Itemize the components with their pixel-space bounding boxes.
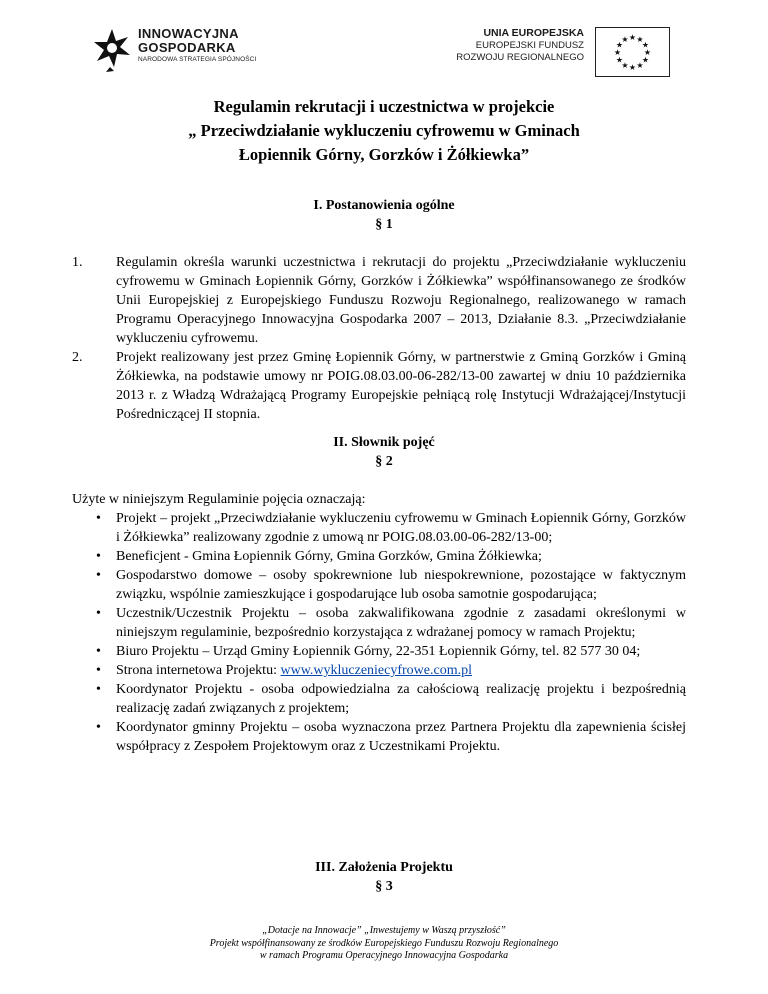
definition-text: Koordynator Projektu - osoba odpowiedzialna za całościową realizację projektu i bezpośrednią realizację zadań związanych z projektem; <box>116 682 686 716</box>
document-title <box>100 95 668 167</box>
bullet-icon: • <box>96 568 101 583</box>
bullet-icon: • <box>96 720 101 735</box>
definition-text: Uczestnik/Uczestnik Projektu – osoba zakwalifikowana zgodnie z zasadami określonymi w niniejszym regulaminie, bezpośrednio korzystająca z wdrażanej pomocy w ramach Projektu; <box>116 606 686 640</box>
definition-text: Strona internetowa Projektu: <box>116 663 281 678</box>
section1-body <box>72 253 686 424</box>
eu-star-icon: ★ <box>621 61 629 70</box>
footer-line1: „Dotacje na Innowacje” „Inwestujemy w Waszą przyszłość” <box>262 925 506 936</box>
item-text: Projekt realizowany jest przez Gminę Łopiennik Górny, w partnerstwie z Gminą Gorzków i Gminą Żółkiewka, na podstawie umowy nr POIG.08.03.00-06-282/13-00 zawartej w dniu 10 października 2013 r. z Władzą Wdrażającą Programy Europejskie pełniącą rolę Instytucji Wdrażającej/Instytucji Pośredniczącej II stopnia. <box>116 350 686 422</box>
section2-heading <box>100 433 668 471</box>
bullet-icon: • <box>96 549 101 564</box>
definition-item <box>72 642 686 661</box>
footer-line2: Projekt współfinansowany ze środków Europejskiego Funduszu Rozwoju Regionalnego <box>209 937 559 949</box>
section2-intro: Użyte w niniejszym Regulaminie pojęcia oznaczają: <box>72 492 366 507</box>
title-line2: „ Przeciwdziałanie wykluczeniu cyfrowemu w Gminach <box>188 121 580 140</box>
definition-text: Gospodarstwo domowe – osoby spokrewnione lub niespokrewnione, pozostające w faktycznym związku, wspólnie zamieszkujące i gospodarujące lub osoba samotnie gospodarująca; <box>116 568 686 602</box>
ig-logo-line3: NARODOWA STRATEGIA SPÓJNOŚCI <box>138 56 257 63</box>
section3-paragraph-mark: § 3 <box>375 879 393 894</box>
section3-heading <box>100 858 668 896</box>
definition-item <box>72 509 686 547</box>
page-footer <box>100 925 668 963</box>
eu-star-icon: ★ <box>628 63 637 72</box>
ig-emblem-icon <box>92 27 132 73</box>
title-line1: Regulamin rekrutacji i uczestnictwa w projekcie <box>213 97 555 116</box>
definition-text: Beneficjent - Gmina Łopiennik Górny, Gmina Gorzków, Gmina Żółkiewka; <box>116 549 542 564</box>
section1-title: I. Postanowienia ogólne <box>313 198 455 213</box>
eu-logo-line3: ROZWOJU REGIONALNEGO <box>456 52 584 63</box>
bullet-icon: • <box>96 663 101 678</box>
eu-star-icon: ★ <box>641 55 650 65</box>
eu-flag-icon <box>595 27 670 77</box>
eu-star-icon: ★ <box>643 48 652 57</box>
eu-logo-line2: EUROPEJSKI FUNDUSZ <box>475 40 584 51</box>
eu-star-icon: ★ <box>613 48 622 57</box>
section2-body <box>72 490 686 756</box>
innowacyjna-gospodarka-logo <box>92 27 282 75</box>
bullet-icon: • <box>96 644 101 659</box>
eu-star-icon: ★ <box>621 35 629 44</box>
section1-item <box>72 253 686 348</box>
bullet-icon: • <box>96 511 101 526</box>
eu-logo-line1: UNIA EUROPEJSKA <box>483 27 584 39</box>
section1-item <box>72 348 686 424</box>
definition-item <box>72 604 686 642</box>
ig-logo-line1: INNOWACYJNA <box>138 26 239 41</box>
item-number: 1. <box>72 255 83 270</box>
definition-text: Biuro Projektu – Urząd Gminy Łopiennik Górny, 22-351 Łopiennik Górny, tel. 82 577 30 04; <box>116 644 641 659</box>
item-number: 2. <box>72 350 83 365</box>
definition-text: Projekt – projekt „Przeciwdziałanie wykluczeniu cyfrowemu w Gminach Łopiennik Górny, Gorzków i Żółkiewka” realizowany zgodnie z umową nr POIG.08.03.00-06-282/13-00; <box>116 511 686 545</box>
bullet-icon: • <box>96 606 101 621</box>
eu-star-icon: ★ <box>615 55 624 65</box>
item-text: Regulamin określa warunki uczestnictwa i rekrutacji do projektu „Przeciwdziałanie wykluczeniu cyfrowemu w Gminach Łopiennik Górny, Gorzków i Żółkiewka” współfinansowanego ze środków Unii Europejskiej z Europejskiego Funduszu Rozwoju Regionalnego, realizowanego w ramach Programu Operacyjnego Innowacyjna Gospodarka 2007 – 2013, Działanie 8.3. „Przeciwdziałanie wykluczeniu cyfrowemu. <box>116 255 686 346</box>
eu-star-icon: ★ <box>615 40 624 50</box>
footer-line3: w ramach Programu Operacyjnego Innowacyjna Gospodarka <box>259 950 509 961</box>
bullet-icon: • <box>96 682 101 697</box>
definition-item <box>72 680 686 718</box>
definition-item <box>72 566 686 604</box>
project-website-link[interactable]: www.wykluczeniecyfrowe.com.pl <box>280 663 472 678</box>
definition-text: Koordynator gminny Projektu – osoba wyznaczona przez Partnera Projektu dla zapewnienia ścisłej współpracy z Zespołem Projektowym oraz z Uczestnikami Projektu. <box>116 720 686 754</box>
definition-item <box>72 547 686 566</box>
eu-star-icon: ★ <box>636 35 644 44</box>
section2-paragraph-mark: § 2 <box>375 454 393 469</box>
section2-title: II. Słownik pojęć <box>333 435 435 450</box>
section1-heading <box>100 196 668 234</box>
eu-logo <box>456 27 670 79</box>
eu-star-icon: ★ <box>628 33 637 42</box>
section1-paragraph-mark: § 1 <box>375 217 393 232</box>
definition-item <box>72 661 686 680</box>
section3-title: III. Założenia Projektu <box>315 860 453 875</box>
eu-star-icon: ★ <box>641 40 650 50</box>
definition-item <box>72 718 686 756</box>
title-line3: Łopiennik Górny, Gorzków i Żółkiewka” <box>238 145 530 164</box>
eu-star-icon: ★ <box>636 61 644 70</box>
ig-logo-line2: GOSPODARKA <box>138 40 236 55</box>
